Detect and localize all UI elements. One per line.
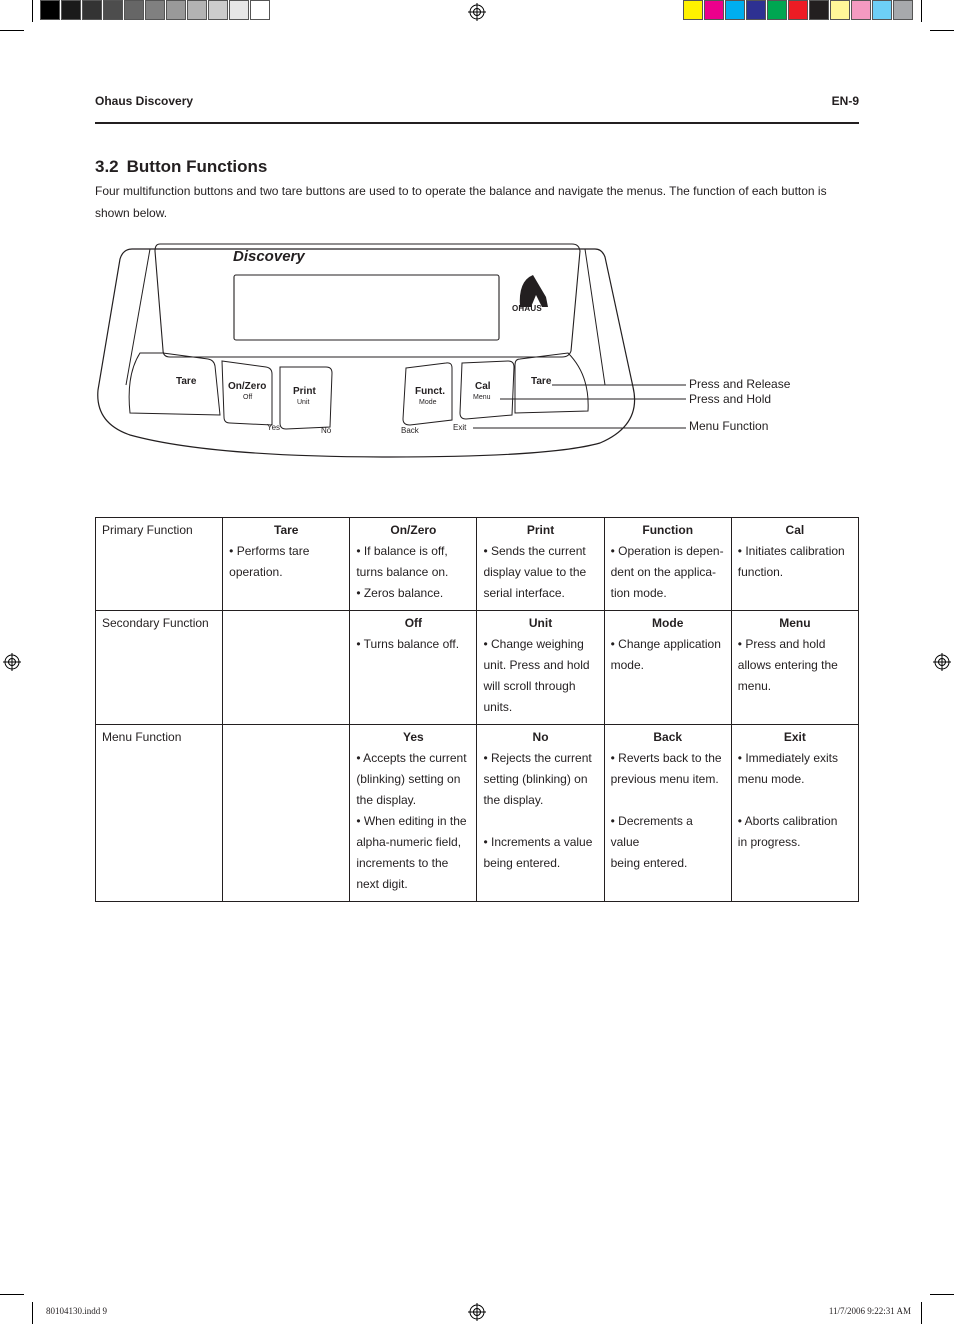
cell-text-line: setting (blinking) on: [483, 772, 588, 786]
table-cell: [604, 611, 731, 725]
cell-text-line: • Operation is depen-: [610, 544, 724, 558]
cell-text-line: next digit.: [356, 877, 408, 891]
crop-mark: [32, 1302, 33, 1324]
table-cell: [223, 518, 350, 611]
cell-heading: Print: [526, 523, 555, 537]
row-label: Secondary Function: [96, 611, 223, 725]
color-swatch: [851, 0, 871, 20]
table-cell: [731, 518, 858, 611]
table-cell: [477, 611, 604, 725]
color-swatch: [704, 0, 724, 20]
callout-press-hold: Press and Hold: [689, 392, 772, 406]
section-intro: Four multifunction buttons and two tare buttons are used to to operate the balance and navigate the menus. The function of each button is shown below.: [95, 184, 827, 220]
cell-text-line: operation.: [229, 565, 283, 579]
row-label: Menu Function: [96, 725, 223, 902]
print-button-shape: [280, 367, 332, 429]
color-swatch: [166, 0, 186, 20]
on-zero-label: On/Zero: [228, 381, 267, 392]
section-title: Button Functions: [126, 157, 268, 176]
yes-menu-label: Yes: [267, 423, 281, 432]
unit-sublabel: Unit: [297, 399, 310, 406]
cell-text-line: being entered.: [610, 856, 688, 870]
cell-text-line: • Turns balance off.: [356, 637, 460, 651]
print-label: Print: [293, 386, 316, 397]
color-swatch: [767, 0, 787, 20]
callout-press-release: Press and Release: [689, 377, 791, 391]
ohaus-logo-text: OHAUS: [512, 304, 542, 313]
button-function-table: [95, 517, 859, 902]
color-swatch: [40, 0, 60, 20]
color-swatch: [830, 0, 850, 20]
color-swatch: [746, 0, 766, 20]
tare-left-button-shape: [129, 353, 220, 415]
side-arc-left: [126, 249, 150, 385]
crop-mark: [930, 30, 954, 31]
cal-label: Cal: [475, 381, 491, 392]
balance-panel-diagram: [90, 235, 790, 465]
cell-text-line: the display.: [483, 793, 544, 807]
cell-heading: Mode: [652, 616, 684, 630]
color-swatch: [124, 0, 144, 20]
running-head-title: Ohaus Discovery: [95, 94, 194, 108]
table-cell: [223, 611, 350, 725]
cell-text-line: the display.: [356, 793, 417, 807]
cell-text-line: menu mode.: [737, 772, 805, 786]
table-row: [96, 518, 859, 611]
cell-text-line: being entered.: [483, 856, 561, 870]
registration-mark-icon: [468, 3, 486, 21]
exit-menu-label: Exit: [453, 423, 467, 432]
cell-text-line: • When editing in the: [356, 814, 467, 828]
color-swatch-bar: [683, 0, 914, 22]
crop-mark: [0, 30, 24, 31]
cell-text-line: • Zeros balance.: [356, 586, 444, 600]
color-swatch: [250, 0, 270, 20]
no-menu-label: No: [321, 426, 332, 435]
cell-spacer: [738, 790, 852, 811]
cell-text-line: • Change application: [610, 637, 721, 651]
cell-spacer: [611, 790, 725, 811]
cell-text-line: menu.: [737, 679, 772, 693]
off-sublabel: Off: [243, 394, 253, 401]
cell-heading: Back: [653, 730, 683, 744]
cell-heading: Cal: [785, 523, 805, 537]
file-slug: 80104130.indd 9: [46, 1306, 108, 1316]
color-swatch: [61, 0, 81, 20]
cell-text-line: • If balance is off,: [356, 544, 448, 558]
funct-label: Funct.: [415, 386, 445, 397]
table-cell: [223, 725, 350, 902]
cell-text-line: units.: [483, 700, 513, 714]
gray-swatch-bar: [40, 0, 271, 22]
cell-text-line: • Sends the current: [483, 544, 586, 558]
cell-heading: Tare: [274, 523, 299, 537]
color-swatch: [725, 0, 745, 20]
table-cell: [350, 725, 477, 902]
section-number: 3.2: [95, 157, 119, 176]
registration-mark-icon: [933, 653, 951, 671]
cell-text-line: tion mode.: [610, 586, 667, 600]
row-label: Primary Function: [96, 518, 223, 611]
table-cell: [731, 725, 858, 902]
color-swatch: [187, 0, 207, 20]
color-swatch: [872, 0, 892, 20]
cell-text-line: allows entering the: [737, 658, 838, 672]
tare-left-label: Tare: [176, 376, 197, 387]
cell-heading: On/Zero: [390, 523, 437, 537]
cell-text-line: • Accepts the current: [356, 751, 467, 765]
cell-text-line: (blinking) setting on: [356, 772, 461, 786]
page-number: EN-9: [831, 94, 859, 108]
section-heading: [95, 157, 267, 177]
crop-mark: [921, 0, 922, 22]
cell-heading: Yes: [403, 730, 424, 744]
color-swatch: [145, 0, 165, 20]
header-rule: [95, 122, 859, 124]
crop-mark: [930, 1294, 954, 1295]
registration-mark-icon: [3, 653, 21, 671]
cell-text-line: • Initiates calibration: [737, 544, 845, 558]
cell-text-line: • Reverts back to the: [610, 751, 722, 765]
cell-text-line: in progress.: [737, 835, 801, 849]
color-swatch: [683, 0, 703, 20]
cell-text-line: unit. Press and hold: [483, 658, 590, 672]
ohaus-logo-icon: [520, 275, 548, 307]
on-zero-button-shape: [222, 361, 272, 425]
registration-mark-icon: [468, 1303, 486, 1321]
cell-spacer: [483, 811, 597, 832]
table-cell: [350, 518, 477, 611]
color-swatch: [82, 0, 102, 20]
table-cell: [350, 611, 477, 725]
menu-sublabel: Menu: [473, 394, 491, 401]
cell-heading: Off: [404, 616, 423, 630]
cell-text-line: increments to the: [356, 856, 449, 870]
crop-mark: [921, 1302, 922, 1324]
cell-text-line: previous menu item.: [610, 772, 719, 786]
color-swatch: [103, 0, 123, 20]
cell-text-line: • Press and hold: [737, 637, 826, 651]
cell-text-line: • Rejects the current: [483, 751, 592, 765]
crop-mark: [32, 0, 33, 22]
brand-wordmark: Discovery: [233, 248, 305, 265]
table-cell: [604, 518, 731, 611]
cell-text-line: mode.: [610, 658, 644, 672]
table-cell: [477, 725, 604, 902]
housing-outline: [98, 249, 635, 457]
side-arc-right: [585, 249, 605, 385]
display-window: [234, 275, 499, 340]
table-cell: [604, 725, 731, 902]
table-row: [96, 611, 859, 725]
color-swatch: [208, 0, 228, 20]
table-row: [96, 725, 859, 902]
tare-right-button-shape: [515, 353, 588, 413]
cell-text-line: • Change weighing: [483, 637, 584, 651]
cell-text-line: • Immediately exits: [737, 751, 839, 765]
mode-sublabel: Mode: [419, 399, 437, 406]
cell-heading: Function: [642, 523, 694, 537]
cell-heading: No: [532, 730, 549, 744]
tare-right-label: Tare: [531, 376, 552, 387]
cell-heading: Exit: [783, 730, 806, 744]
crop-mark: [0, 1294, 24, 1295]
cell-text-line: • Performs tare: [229, 544, 310, 558]
print-timestamp: 11/7/2006 9:22:31 AM: [828, 1306, 911, 1316]
cell-text-line: display value to the: [483, 565, 587, 579]
cell-text-line: • Increments a value: [483, 835, 593, 849]
cell-text-line: serial interface.: [483, 586, 565, 600]
color-swatch: [788, 0, 808, 20]
cell-heading: Unit: [528, 616, 553, 630]
cell-text-line: alpha-numeric field,: [356, 835, 462, 849]
table-cell: [731, 611, 858, 725]
cell-text-line: will scroll through: [483, 679, 576, 693]
callout-menu-function: Menu Function: [689, 419, 769, 433]
color-swatch: [809, 0, 829, 20]
color-swatch: [893, 0, 913, 20]
color-swatch: [229, 0, 249, 20]
cell-text-line: • Aborts calibration: [737, 814, 838, 828]
cell-heading: Menu: [779, 616, 811, 630]
back-menu-label: Back: [401, 426, 419, 435]
cell-text-line: function.: [737, 565, 784, 579]
table-cell: [477, 518, 604, 611]
cell-text-line: turns balance on.: [356, 565, 449, 579]
cell-text-line: • Decrements a value: [610, 814, 693, 849]
cell-text-line: dent on the applica-: [610, 565, 717, 579]
